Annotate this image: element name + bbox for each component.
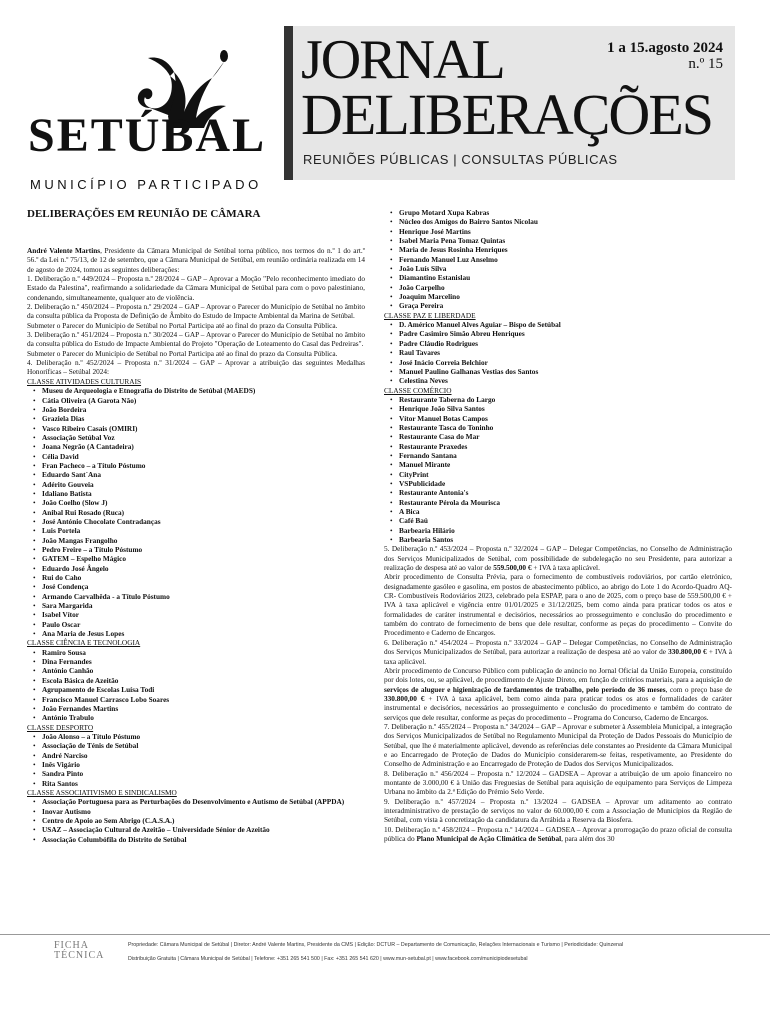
list-associativism (27, 797, 365, 844)
list-item: • Rui do Caho (37, 573, 365, 582)
deliberation-3: 3. Deliberação n.º 451/2024 – Proposta n.º 30/2024 – GAP – Aprovar o Parecer do Município de Setúbal no âmbito da consulta pública do Estudo de Impacte Ambiental do Projeto "Operação de Loteamento do Casal das Pedreiras". (27, 330, 365, 349)
class-heading-sport: CLASSE DESPORTO (27, 722, 94, 732)
section-title: DELIBERAÇÕES EM REUNIÃO DE CÂMARA (27, 208, 261, 220)
list-item: • José Condença (37, 582, 365, 591)
list-item: • Graça Pereira (394, 301, 732, 310)
list-item: • Inovar Autismo (37, 807, 365, 816)
list-item: • Idaliano Batista (37, 489, 365, 498)
list-item: • Joaquim Marcelino (394, 292, 732, 301)
title-jornal: JORNAL (301, 29, 504, 91)
list-item: • João Luís Silva (394, 264, 732, 273)
list-item: • Associação Setúbal Voz (37, 433, 365, 442)
list-item: • José Inácio Correia Belchior (394, 358, 732, 367)
list-science (27, 648, 365, 723)
list-item: • Rita Santos (37, 779, 365, 788)
list-item: • Raul Tavares (394, 348, 732, 357)
list-item: • Dina Fernandes (37, 657, 365, 666)
list-item: • D. Américo Manuel Alves Aguiar – Bispo de Setúbal (394, 320, 732, 329)
list-item: • Padre Cláudio Rodrigues (394, 339, 732, 348)
list-item: • Restaurante Taberna do Largo (394, 395, 732, 404)
class-heading-peace: CLASSE PAZ E LIBERDADE (384, 310, 476, 320)
list-item: • Café Baú (394, 516, 732, 525)
list-item: • Sandra Pinto (37, 769, 365, 778)
deliberation-5: 5. Deliberação n.º 453/2024 – Proposta n.º 32/2024 – GAP – Delegar Competências, no Conselho de Administração dos Serviços Municipalizados de Setúbal, com possibilidade de subdelegação no seu Presidente, para autorizar a realização de despesa até ao valor de 559.500,00 € + IVA à taxa aplicável. (384, 544, 732, 573)
deliberation-6: 6. Deliberação n.º 454/2024 – Proposta n.º 33/2024 – GAP – Delegar Competências, no Conselho de Administração dos Serviços Municipalizados de Setúbal, para autorizar a realização de despesa até ao valor de 330.800,00 € + IVA à taxa aplicável. (384, 637, 732, 666)
list-peace (384, 320, 732, 385)
list-item: • João Alonso – a Título Póstumo (37, 732, 365, 741)
list-item: • Graziela Dias (37, 414, 365, 423)
deliberation-2: 2. Deliberação n.º 450/2024 – Proposta n.º 29/2024 – GAP – Aprovar o Parecer do Município de Setúbal no âmbito da consulta pública da Proposta de Definição de Âmbito do Estudo de Impacte Ambiental da Marina de Setúbal. (27, 302, 365, 321)
list-item: • Cátia Oliveira (A Garota Não) (37, 396, 365, 405)
list-item: • Associação de Ténis de Setúbal (37, 741, 365, 750)
list-item: • João Fernandes Martins (37, 704, 365, 713)
list-item: • Fernando Santana (394, 451, 732, 460)
list-item: • USAZ – Associação Cultural de Azeitão – Universidade Sénior de Azeitão (37, 825, 365, 834)
list-item: • Manuel Mirante (394, 460, 732, 469)
list-item: • Associação Columbófila do Distrito de Setúbal (37, 835, 365, 844)
list-item: • VSPublicidade (394, 479, 732, 488)
list-item: • Anibal Rui Rosado (Ruca) (37, 508, 365, 517)
deliberation-10: 10. Deliberação n.º 458/2024 – Proposta n.º 14/2024 – GADSEA – Aprovar a prorrogação do prazo oficial de consulta pública do Plano Municipal de Ação Climática de Setúbal, para além dos 30 (384, 824, 732, 844)
list-item: • Manuel Paulino Galhanas Vestias dos Santos (394, 367, 732, 376)
class-heading-associativism: CLASSE ASSOCIATIVISMO E SINDICALISMO (27, 787, 177, 797)
list-item: • André Narciso (37, 751, 365, 760)
list-sport (27, 732, 365, 788)
list-item: • GATEM – Espelho Mágico (37, 554, 365, 563)
list-item: • Eduardo José Ângelo (37, 564, 365, 573)
list-item: • Eduardo Sant´Ana (37, 470, 365, 479)
deliberation-1: 1. Deliberação n.º 449/2024 – Proposta n.º 28/2024 – GAP – Aprovar a Moção "Pelo reconhecimento imediato do Estado da Palestina", reafirmando a solidariedade da Câmara Municipal de Setúbal para com o povo palestiniano, condenando, simultaneamente, qualquer ato de violência. (27, 274, 365, 302)
list-item: • Ana Maria de Jesus Lopes (37, 629, 365, 638)
list-item: • Maria de Jesus Rosinha Henriques (394, 245, 732, 254)
list-item: • Inês Vigário (37, 760, 365, 769)
list-item: • Associação Portuguesa para as Perturbações do Desenvolvimento e Autismo de Setúbal (APPDA) (37, 797, 365, 806)
class-heading-cultural: CLASSE ATIVIDADES CULTURAIS (27, 376, 142, 386)
logo-wordmark: SETÚBAL (28, 109, 267, 162)
list-item: • Celestina Neves (394, 376, 732, 385)
president-name: André Valente Martins (27, 246, 101, 255)
list-item: • João Coelho (Slow J) (37, 498, 365, 507)
list-item: • Diamantino Estanislau (394, 273, 732, 282)
list-item: • Isabel Maria Pena Tomaz Quintas (394, 236, 732, 245)
list-item: • Restaurante Casa do Mar (394, 432, 732, 441)
title-subtitle: REUNIÕES PÚBLICAS | CONSULTAS PÚBLICAS (303, 152, 618, 167)
list-item: • Joana Negrão (A Cantadeira) (37, 442, 365, 451)
list-item: • Restaurante Tasca do Toninho (394, 423, 732, 432)
list-item: • Célia David (37, 452, 365, 461)
list-item: • Fernando Manuel Luz Anselmo (394, 255, 732, 264)
class-heading-science: CLASSE CIÊNCIA E TECNOLOGIA (27, 638, 141, 648)
list-item: • Henrique João Silva Santos (394, 404, 732, 413)
list-item: • Centro de Apoio ao Sem Abrigo (C.A.S.A.) (37, 816, 365, 825)
deliberation-8: 8. Deliberação n.º 456/2024 – Proposta n.º 12/2024 – GADSEA – Aprovar a atribuição de um apoio financeiro no montante de 3.000,00 € à União das Freguesias de Setúbal para aquisição de equipamento para Serviços de Limpeza Urbana no âmbito da 2.ª Edição do Prémio Selo Verde. (384, 768, 732, 797)
title-deliberacoes: DELIBERAÇÕES (301, 82, 712, 147)
left-column (27, 208, 365, 844)
list-item: • Grupo Motard Xupa Kabras (394, 208, 732, 217)
list-item: • José António Chocolate Contradanças (37, 517, 365, 526)
list-item: • Luis Portela (37, 526, 365, 535)
list-item: • Isabel Vítor (37, 610, 365, 619)
list-associativism-continued (384, 208, 732, 311)
masthead (0, 0, 770, 195)
list-item: • CityPrint (394, 470, 732, 479)
list-item: • Pedro Freire – a Título Póstumo (37, 545, 365, 554)
list-item: • Restaurante Praxedes (394, 442, 732, 451)
list-item: • Vasco Ribeiro Casais (OMIRI) (37, 424, 365, 433)
list-item: • Henrique José Martins (394, 227, 732, 236)
list-item: • João Carpelho (394, 283, 732, 292)
list-cultural (27, 386, 365, 638)
setubal-logo[interactable] (28, 22, 290, 192)
footer-contacts: Distribuição Gratuita | Câmara Municipal de Setúbal | Telefone: +351 265 541 500 | Fax: +351 265 541 620 | www.mun-setubal.pt | www.facebook.com/municipiodesetubal (128, 956, 528, 962)
list-item: • Núcleo dos Amigos do Bairro Santos Nicolau (394, 217, 732, 226)
list-item: • Paulo Oscar (37, 620, 365, 629)
footer (0, 934, 770, 971)
list-item: • Ramiro Sousa (37, 648, 365, 657)
list-item: • Agrupamento de Escolas Luísa Todi (37, 685, 365, 694)
list-item: • A Bica (394, 507, 732, 516)
journal-title-block (284, 26, 735, 180)
list-item: • Barbearia Santos (394, 535, 732, 544)
list-item: • João Bordeira (37, 405, 365, 414)
list-item: • Escola Básica de Azeitão (37, 676, 365, 685)
deliberation-6-detail: Abrir procedimento de Concurso Público com publicação de anúncio no Jornal Oficial da União Europeia, constituído por dois lotes, ou, se aplicável, de procedimento de Ajuste Direto, em função de critérios materiais, para a aquisição de serviços de aluguer e higienização de fardamentos de trabalho, pelo período de 36 meses, com o preço base de 330.800,00 € + IVA à taxa aplicável, bem como ainda para praticar todos os atos e formalidades de caráter instrumental e decisórios, necessários ao prosseguimento e conclusão do procedimento e também do contrato de serviços que dele resultar, conforme as peças do procedimento – Programa do Concurso, Caderno de Encargos. (384, 665, 733, 722)
issue-date: 1 a 15.agosto 2024 (607, 40, 723, 56)
footer-credits: Propriedade: Câmara Municipal de Setúbal | Diretor: André Valente Martins, Presidente da CMS | Edição: DCTUR – Departamento de Comunicação, Relações Internacionais e Turismo | Periodicidade: Quinzenal (128, 942, 624, 948)
list-commerce (384, 395, 732, 545)
ficha-tecnica-label: FICHA TÉCNICA (54, 940, 105, 961)
deliberation-2-note: Submeter o Parecer do Município de Setúbal no Portal Participa até ao final do prazo da Consulta Pública. (27, 320, 338, 330)
logo-tagline: MUNICÍPIO PARTICIPADO (30, 177, 262, 192)
issue-number: n.º 15 (688, 56, 723, 72)
list-item: • Museu de Arqueologia e Etnografia do Distrito de Setúbal (MAEDS) (37, 386, 365, 395)
list-item: • António Canhão (37, 666, 365, 675)
list-item: • João Mangas Frangolho (37, 536, 365, 545)
list-item: • Armando Carvalhêda - a Título Póstumo (37, 592, 365, 601)
intro-paragraph: André Valente Martins, Presidente da Câmara Municipal de Setúbal torna público, nos termos do n.º 1 do art.º 56.º da Lei n.º 75/13, de 12 de setembro, que a Câmara Municipal de Setúbal, em reunião ordinária realizada em 14 de agosto de 2024, tomou as seguintes deliberações: (27, 246, 366, 274)
list-item: • Sara Margarida (37, 601, 365, 610)
deliberation-5-detail: Abrir procedimento de Consulta Prévia, para o fornecimento de combustíveis rodoviários, por cartão eletrónico, designadamente gasóleo e gasolina, em postos de abastecimento público, ao abrigo do Lote 1 do Acordo-Quadro AQ-CR- Combustíveis Rodoviários 2023, celebrado pela ESPAP, para o ano de 2025, com o preço base de 559.500,00 € + IVA à taxa aplicável e vigência entre 01/01/2025 e 31/12/2025, bem como ainda para praticar todos os atos e formalidades de caráter instrumental e decisórios, necessários ao prosseguimento e conclusão do procedimento e também do contrato de fornecimento de bens que dele resultar, conforme as peças do procedimento – Convite do Procedimento e Caderno de Encargos. (384, 572, 732, 638)
list-item: • Padre Casimiro Simão Abreu Henriques (394, 329, 732, 338)
list-item: • Francisco Manuel Carrasco Lobo Soares (37, 695, 365, 704)
deliberation-3-note: Submeter o Parecer do Município de Setúbal no Portal Participa até ao final do prazo da Consulta Pública. (27, 348, 338, 358)
deliberation-4: 4. Deliberação n.º 452/2024 – Proposta n.º 31/2024 – GAP – Aprovar a atribuição das seguintes Medalhas Honoríficas – Setúbal 2024: (27, 358, 365, 377)
list-item: • António Trabulo (37, 713, 365, 722)
list-item: • Adérito Gouveia (37, 480, 365, 489)
class-heading-commerce: CLASSE COMÉRCIO (384, 385, 452, 395)
list-item: • Fran Pacheco – a Título Póstumo (37, 461, 365, 470)
list-item: • Restaurante Pérola da Mourisca (394, 498, 732, 507)
deliberation-9: 9. Deliberação n.º 457/2024 – Proposta n.º 13/2024 – GADSEA – Aprovar um aditamento ao contrato interadministrativo de prestação de serviços no valor de 60.000,00 € com a Associação de Municípios da Região de Setúbal, com vista à concretização da candidatura da Arrábida a Reserva da Biosfera. (384, 796, 732, 825)
list-item: • Vítor Manuel Botas Campos (394, 414, 732, 423)
list-item: • Restaurante Antonia's (394, 488, 732, 497)
list-item: • Barbearia Hilário (394, 526, 732, 535)
right-column (384, 208, 732, 843)
deliberation-7: 7. Deliberação n.º 455/2024 – Proposta n.º 34/2024 – GAP – Aprovar e submeter à Assembleia Municipal, a integração dos Serviços Municipalizados de Setúbal no Regulamento Municipal da Proteção de Dados Pessoais do Município de Setúbal, que lhe é materialmente aplicável, devendo as referências dele constantes ao Presidente da Câmara Municipal e ao Encarregado de Proteção de Dados do Município considerarem-se feitas, respetivamente, ao Presidente do Conselho de Administração e ao Encarregado de Proteção de Dados dos Serviços Municipalizados. (384, 721, 732, 769)
